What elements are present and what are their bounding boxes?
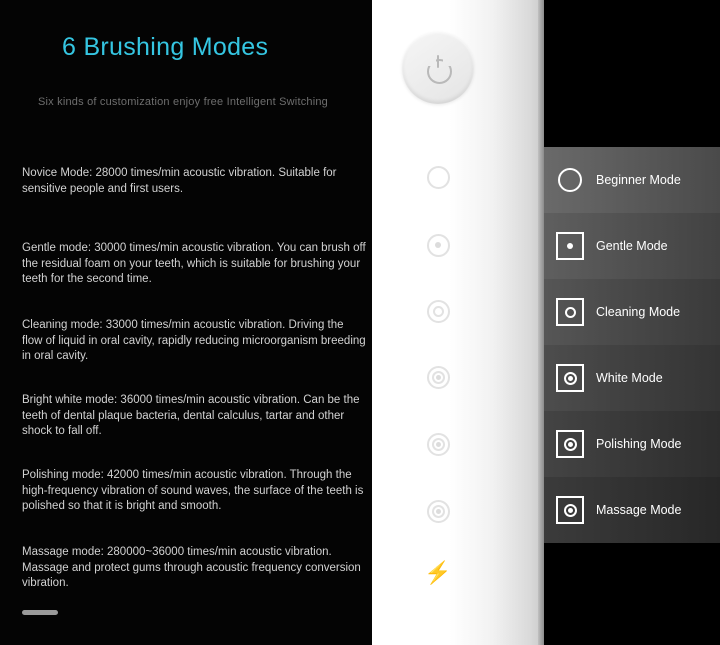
legend-label: Cleaning Mode	[596, 305, 681, 319]
target-icon	[427, 500, 450, 523]
circle-outline-icon	[427, 166, 450, 189]
page-subtitle: Six kinds of customization enjoy free Intelligent Switching	[38, 96, 328, 108]
home-indicator	[22, 610, 58, 615]
mode-description-bright-white: Bright white mode: 36000 times/min acoustic vibration. Can be the teeth of dental plaque bacteria, dental calculus, tartar and other shock to fall off.	[22, 394, 360, 437]
mode-indicator-beginner-icon	[412, 160, 464, 194]
mode-indicator-cleaning-icon	[412, 294, 464, 328]
legend-label: White Mode	[596, 371, 663, 385]
power-icon	[425, 55, 451, 81]
mode-description-cleaning: Cleaning mode: 33000 times/min acoustic vibration. Driving the flow of liquid in oral cavity, rapidly reducing microorganism breeding in oral cavity.	[22, 319, 366, 362]
legend-label: Massage Mode	[596, 503, 682, 517]
circle-outline-icon	[544, 147, 596, 213]
legend-label: Beginner Mode	[596, 173, 681, 187]
page-title: 6 Brushing Modes	[62, 33, 269, 61]
circle-dot-icon	[544, 213, 596, 279]
target-icon	[544, 411, 596, 477]
mode-indicator-massage-icon	[412, 494, 464, 528]
double-circle-icon	[427, 300, 450, 323]
lightning-bolt-icon: ⚡	[424, 560, 452, 585]
legend-item-cleaning[interactable]	[544, 279, 720, 345]
legend-item-massage[interactable]	[544, 477, 720, 543]
legend-item-white[interactable]	[544, 345, 720, 411]
legend-item-beginner[interactable]	[544, 147, 720, 213]
mode-description-gentle: Gentle mode: 30000 times/min acoustic vibration. You can brush off the residual foam on your teeth, which is suitable for brushing your teeth for the second time.	[22, 242, 366, 285]
mode-legend-panel	[544, 0, 720, 645]
mode-indicator-polishing-icon	[412, 427, 464, 461]
circle-dot-icon	[427, 234, 450, 257]
power-button[interactable]	[402, 32, 474, 104]
device-body	[372, 0, 544, 645]
mode-description-novice: Novice Mode: 28000 times/min acoustic vibration. Suitable for sensitive people and first users.	[22, 167, 337, 195]
battery-indicator	[412, 556, 464, 590]
mode-description-massage: Massage mode: 280000~36000 times/min acoustic vibration. Massage and protect gums through acoustic frequency conversion vibration.	[22, 546, 361, 589]
legend-label: Polishing Mode	[596, 437, 682, 451]
mode-indicator-white-icon	[412, 360, 464, 394]
target-icon	[544, 477, 596, 543]
legend-item-polishing[interactable]	[544, 411, 720, 477]
target-icon	[427, 433, 450, 456]
mode-description-polishing: Polishing mode: 42000 times/min acoustic vibration. Through the high-frequency vibration of sound waves, the surface of the teeth is polished so that it is bright and smooth.	[22, 469, 364, 512]
target-icon	[544, 345, 596, 411]
double-circle-icon	[544, 279, 596, 345]
mode-indicator-gentle-icon	[412, 228, 464, 262]
legend-item-gentle[interactable]	[544, 213, 720, 279]
legend-label: Gentle Mode	[596, 239, 668, 253]
target-icon	[427, 366, 450, 389]
